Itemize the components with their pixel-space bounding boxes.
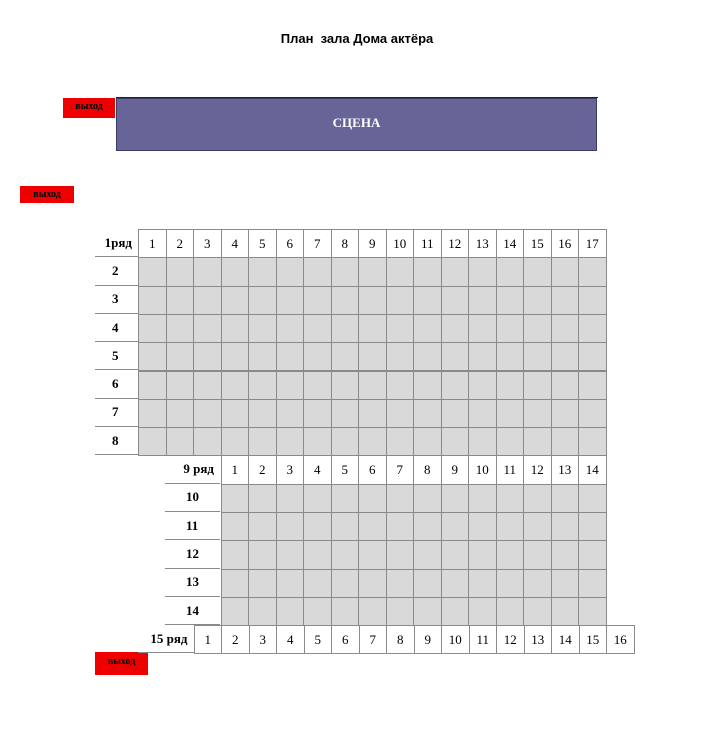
seat[interactable] [221,286,250,315]
seat[interactable] [441,540,470,569]
seat-number: 4 [276,625,305,654]
seat[interactable] [551,371,580,400]
seat[interactable] [358,484,387,513]
seat[interactable] [551,342,580,371]
seat[interactable] [551,427,580,456]
seat[interactable] [138,399,167,428]
seat[interactable] [358,540,387,569]
seat-number: 4 [303,455,332,484]
row-label: 2 [95,257,138,285]
seat[interactable] [551,569,580,598]
seat-number: 7 [386,455,415,484]
seat-number: 15 [523,229,552,258]
seat-number: 13 [468,229,497,258]
seat[interactable] [138,371,167,400]
seat-number: 3 [249,625,278,654]
seat-number: 9 [414,625,443,654]
seat[interactable] [468,342,497,371]
seat[interactable] [386,257,415,286]
exit-sign-bottom: выход [95,652,148,675]
seat[interactable] [386,484,415,513]
seat[interactable] [578,371,607,400]
seat[interactable] [248,286,277,315]
seat[interactable] [496,371,525,400]
seat-number: 9 [358,229,387,258]
seat[interactable] [441,286,470,315]
seat[interactable] [166,342,195,371]
seat[interactable] [551,484,580,513]
row-label: 1ряд [95,229,138,257]
seat[interactable] [496,540,525,569]
seat[interactable] [193,342,222,371]
seat[interactable] [496,597,525,626]
seat-number: 14 [496,229,525,258]
seat-number: 1 [138,229,167,258]
row-label: 4 [95,314,138,342]
seat[interactable] [551,257,580,286]
seat[interactable] [578,314,607,343]
seat[interactable] [551,286,580,315]
row-label: 3 [95,286,138,314]
seat[interactable] [303,597,332,626]
seat[interactable] [138,427,167,456]
seat[interactable] [358,427,387,456]
seat[interactable] [276,342,305,371]
seat[interactable] [468,569,497,598]
seat[interactable] [303,399,332,428]
seat-number: 15 [579,625,608,654]
seat[interactable] [303,371,332,400]
seat-number: 16 [551,229,580,258]
seat[interactable] [193,371,222,400]
seat[interactable] [138,257,167,286]
seat-number: 5 [248,229,277,258]
seat[interactable] [468,484,497,513]
seat[interactable] [413,512,442,541]
seat[interactable] [386,286,415,315]
seat[interactable] [276,314,305,343]
seat-number: 10 [441,625,470,654]
seat[interactable] [221,427,250,456]
seat[interactable] [276,427,305,456]
seat[interactable] [413,569,442,598]
seat[interactable] [358,286,387,315]
seat[interactable] [441,427,470,456]
seat[interactable] [221,342,250,371]
seat-number: 10 [386,229,415,258]
seat[interactable] [331,257,360,286]
row-label: 14 [165,597,220,625]
seat-number: 11 [413,229,442,258]
seat[interactable] [303,257,332,286]
seat[interactable] [386,427,415,456]
seat-number: 6 [276,229,305,258]
seat-number: 1 [221,455,250,484]
seat[interactable] [441,512,470,541]
seat[interactable] [221,597,250,626]
seat-number: 8 [386,625,415,654]
seat[interactable] [331,371,360,400]
seat[interactable] [441,597,470,626]
seat-number: 10 [468,455,497,484]
seat[interactable] [331,540,360,569]
seat[interactable] [276,399,305,428]
seat[interactable] [248,427,277,456]
seat[interactable] [441,257,470,286]
seat-number: 5 [304,625,333,654]
seat[interactable] [221,512,250,541]
seat[interactable] [551,399,580,428]
seat-number: 14 [551,625,580,654]
seat[interactable] [413,342,442,371]
seat[interactable] [248,484,277,513]
seat-number: 2 [221,625,250,654]
seat[interactable] [303,540,332,569]
seat[interactable] [496,484,525,513]
seat[interactable] [496,427,525,456]
seat[interactable] [138,286,167,315]
seat[interactable] [413,257,442,286]
seat[interactable] [248,371,277,400]
seat[interactable] [221,540,250,569]
seat-number: 3 [276,455,305,484]
seat-number: 6 [358,455,387,484]
seat[interactable] [441,314,470,343]
seat[interactable] [303,484,332,513]
seat[interactable] [276,371,305,400]
seat[interactable] [523,371,552,400]
seat-number: 12 [496,625,525,654]
row-label: 8 [95,427,138,455]
seat-number: 11 [496,455,525,484]
seat-number: 6 [331,625,360,654]
seat[interactable] [578,540,607,569]
seat[interactable] [468,597,497,626]
seat[interactable] [386,342,415,371]
stage-label: СЦЕНА [332,114,381,130]
seat[interactable] [523,512,552,541]
seat[interactable] [248,597,277,626]
seat[interactable] [303,286,332,315]
seat-number: 8 [413,455,442,484]
seat[interactable] [441,484,470,513]
seat-number: 4 [221,229,250,258]
seat[interactable] [331,427,360,456]
seat[interactable] [551,540,580,569]
seat[interactable] [358,314,387,343]
seat[interactable] [276,569,305,598]
seat[interactable] [193,399,222,428]
seat[interactable] [331,569,360,598]
row-label: 11 [165,512,220,540]
seat-number: 17 [578,229,607,258]
seat[interactable] [468,257,497,286]
seat-number: 16 [606,625,635,654]
seat[interactable] [386,569,415,598]
seat[interactable] [578,484,607,513]
row-label: 6 [95,371,138,399]
seat[interactable] [358,342,387,371]
seat[interactable] [413,427,442,456]
seat-number: 2 [166,229,195,258]
seat[interactable] [331,342,360,371]
seat[interactable] [441,371,470,400]
seat[interactable] [358,257,387,286]
seat[interactable] [248,540,277,569]
seat[interactable] [248,257,277,286]
seat[interactable] [166,399,195,428]
seat[interactable] [523,314,552,343]
seat-number: 12 [441,229,470,258]
seat[interactable] [468,371,497,400]
seat[interactable] [193,427,222,456]
seat[interactable] [221,371,250,400]
seat-number: 7 [359,625,388,654]
seat-number: 14 [578,455,607,484]
seat[interactable] [523,257,552,286]
seat[interactable] [496,286,525,315]
seat[interactable] [303,427,332,456]
seat[interactable] [248,314,277,343]
seat[interactable] [248,569,277,598]
seat[interactable] [551,512,580,541]
seat[interactable] [523,484,552,513]
seat[interactable] [386,597,415,626]
seat[interactable] [551,314,580,343]
seat[interactable] [303,342,332,371]
seat[interactable] [331,484,360,513]
seat[interactable] [523,427,552,456]
seat[interactable] [276,484,305,513]
seat-number: 1 [194,625,223,654]
seat[interactable] [386,371,415,400]
seat[interactable] [578,257,607,286]
seat[interactable] [248,342,277,371]
seat[interactable] [496,399,525,428]
row-label: 9 ряд [165,455,220,483]
seat[interactable] [331,597,360,626]
seat[interactable] [578,569,607,598]
seat[interactable] [221,257,250,286]
seat[interactable] [358,399,387,428]
seat[interactable] [331,314,360,343]
seat[interactable] [413,484,442,513]
seat-number: 2 [248,455,277,484]
seat[interactable] [441,569,470,598]
seat[interactable] [468,427,497,456]
seat[interactable] [386,399,415,428]
seat[interactable] [221,399,250,428]
seat-number: 7 [303,229,332,258]
seat[interactable] [138,314,167,343]
seat[interactable] [578,512,607,541]
row-label: 10 [165,484,220,512]
seat[interactable] [276,540,305,569]
seat[interactable] [523,540,552,569]
seat[interactable] [413,540,442,569]
seat[interactable] [523,597,552,626]
seat[interactable] [496,512,525,541]
seat[interactable] [331,399,360,428]
seat-number: 5 [331,455,360,484]
seat[interactable] [358,371,387,400]
seat[interactable] [496,257,525,286]
seat[interactable] [386,512,415,541]
seat[interactable] [413,314,442,343]
seat[interactable] [578,427,607,456]
row-label: 7 [95,399,138,427]
seat[interactable] [193,286,222,315]
seat[interactable] [468,399,497,428]
seat[interactable] [468,314,497,343]
seat-number: 13 [551,455,580,484]
seat[interactable] [468,286,497,315]
seat[interactable] [578,399,607,428]
seat[interactable] [468,540,497,569]
seat[interactable] [331,286,360,315]
seat[interactable] [303,569,332,598]
seat[interactable] [166,257,195,286]
seat[interactable] [166,286,195,315]
seat[interactable] [523,286,552,315]
seat[interactable] [248,512,277,541]
page-title: План зала Дома актёра [280,31,434,46]
seat[interactable] [248,399,277,428]
seat[interactable] [221,569,250,598]
seat[interactable] [551,597,580,626]
seat[interactable] [441,342,470,371]
seat[interactable] [523,342,552,371]
seat[interactable] [166,314,195,343]
seat[interactable] [523,399,552,428]
row-label: 5 [95,342,138,370]
seat[interactable] [523,569,552,598]
seat[interactable] [441,399,470,428]
seat-number: 9 [441,455,470,484]
seat[interactable] [166,427,195,456]
seat-number: 13 [524,625,553,654]
seat[interactable] [413,399,442,428]
seat-number: 12 [523,455,552,484]
seat[interactable] [303,314,332,343]
seat[interactable] [276,512,305,541]
row-label: 12 [165,540,220,568]
seat[interactable] [358,512,387,541]
seat[interactable] [221,484,250,513]
row-label: 13 [165,569,220,597]
seat[interactable] [303,512,332,541]
seat-number: 11 [469,625,498,654]
seat[interactable] [138,342,167,371]
seat[interactable] [276,286,305,315]
seat[interactable] [413,286,442,315]
seat[interactable] [193,314,222,343]
seat[interactable] [578,286,607,315]
seat[interactable] [166,371,195,400]
seat[interactable] [358,569,387,598]
seat[interactable] [496,569,525,598]
seat[interactable] [578,597,607,626]
seat[interactable] [221,314,250,343]
seat[interactable] [386,540,415,569]
seat[interactable] [413,597,442,626]
seat-number: 8 [331,229,360,258]
seat[interactable] [578,342,607,371]
seat[interactable] [358,597,387,626]
seat[interactable] [468,512,497,541]
seat[interactable] [193,257,222,286]
seat[interactable] [276,257,305,286]
seat[interactable] [386,314,415,343]
seat[interactable] [496,314,525,343]
seat-number: 3 [193,229,222,258]
seat[interactable] [276,597,305,626]
seat[interactable] [331,512,360,541]
seat[interactable] [413,371,442,400]
exit-sign-stage: выход [63,98,115,118]
exit-sign-side: выход [20,186,74,203]
row-label: 15 ряд [138,625,194,653]
seat[interactable] [496,342,525,371]
